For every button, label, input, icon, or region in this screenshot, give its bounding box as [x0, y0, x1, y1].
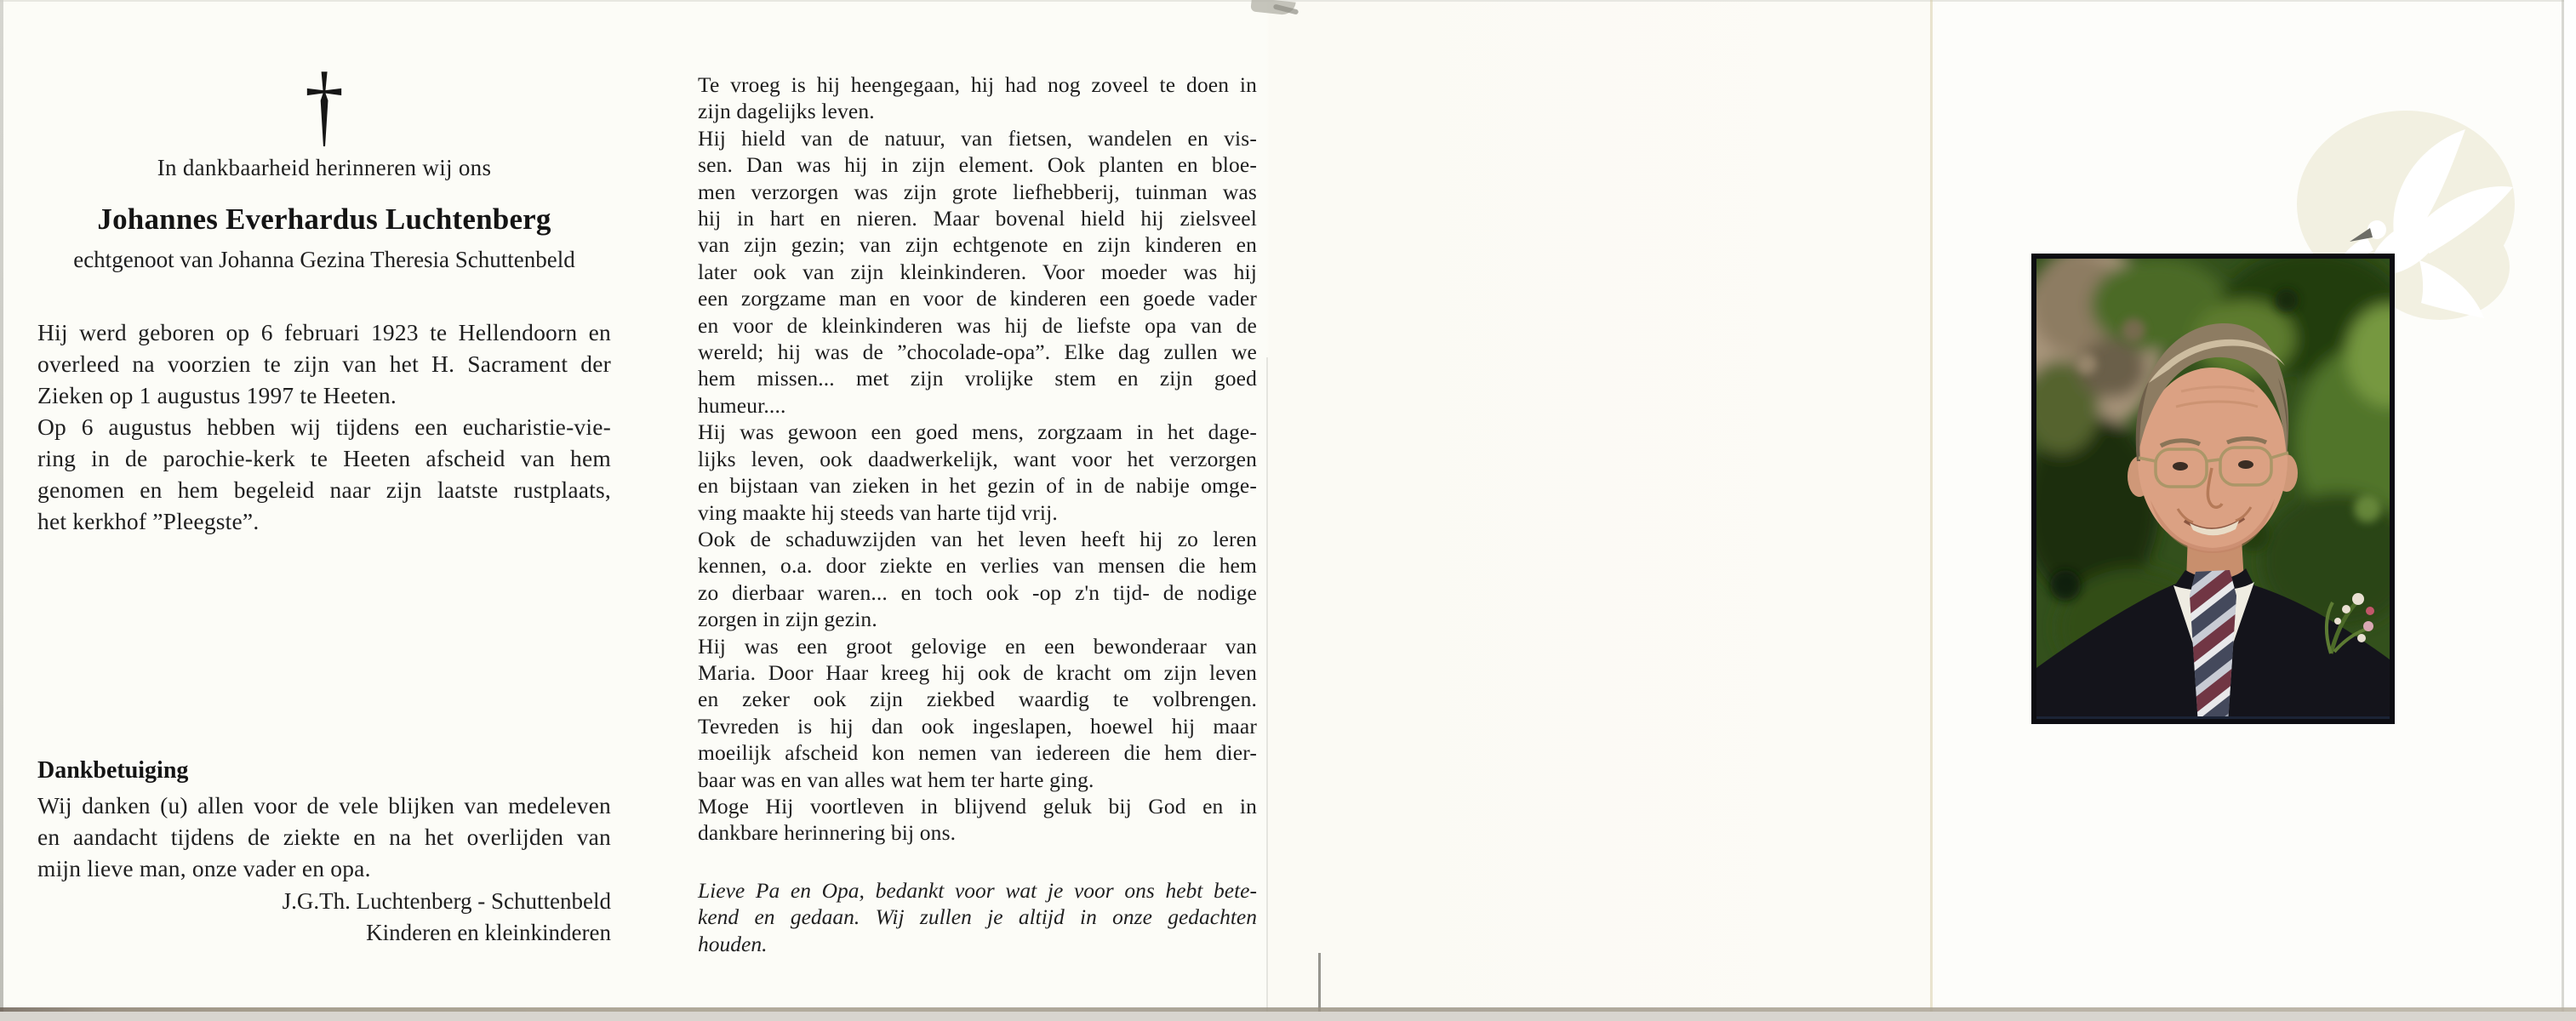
text-line: dankbare herinnering bij ons.	[698, 820, 957, 846]
paper-left-edge	[0, 0, 3, 1021]
text-line: Lieve Pa en Opa, bedankt voor wat je voor ons hebt bete-	[698, 877, 1257, 903]
middle-page	[698, 71, 1257, 957]
text-line: en aandacht tijdens de ziekte en na het overlijden van	[37, 824, 611, 850]
text-line: later ook van zijn kleinkinderen. Voor moeder was hij	[698, 259, 1257, 284]
text-line: Te vroeg is hij heengegaan, hij had nog zoveel te doen in	[698, 72, 1257, 97]
text-line: ving maakte hij steeds van harte tijd vrij.	[698, 499, 1058, 525]
deceased-name: Johannes Everhardus Luchtenberg	[97, 202, 551, 236]
text-line: hij in hart en nieren. Maar bovenal hield hij zielsveel	[698, 206, 1257, 231]
text-line: Op 6 augustus hebben wij tijdens een eucharistie-vie-	[37, 414, 611, 440]
text-line: genomen en hem begeleid naar zijn laatste rustplaats,	[37, 476, 611, 503]
cross-icon: †	[305, 53, 344, 157]
text-line: kend en gedaan. Wij zullen je altijd in onze gedachten	[698, 904, 1257, 930]
text-line: zo dierbaar waren... en toch ook -op z'n tijd- de nodige	[698, 579, 1257, 605]
text-line: wereld; hij was de ”chocolade-opa”. Elke dag zullen we	[698, 339, 1257, 365]
text-line: ring in de parochie-kerk te Heeten afscheid van hem	[37, 445, 611, 471]
fold-line	[1930, 0, 1933, 1021]
intro-line: In dankbaarheid herinneren wij ons	[157, 155, 492, 180]
thanks-text	[37, 790, 611, 884]
portrait-photo-image	[2031, 254, 2395, 724]
text-line: hem missen... met zijn vrolijke stem en zijn goed	[698, 366, 1257, 391]
scan-right-margin	[2564, 0, 2576, 1021]
text-line: moeilijk afscheid kon nemen van iedereen die hem dier-	[698, 740, 1257, 766]
signature-children: Kinderen en kleinkinderen	[366, 920, 611, 945]
text-line: humeur....	[698, 392, 786, 418]
text-line: lijks leven, ook daadwerkelijk, want voor het verzorgen	[698, 446, 1257, 471]
text-line: en bijstaan van zieken in het gezin of in de nabije omge-	[698, 473, 1257, 499]
text-line: het kerkhof ”Pleegste”.	[37, 508, 260, 534]
text-line: Hij hield van de natuur, van fietsen, wandelen en vis-	[698, 125, 1257, 151]
left-page	[37, 0, 611, 1021]
text-line: houden.	[698, 931, 768, 956]
text-line: en voor de kleinkinderen was hij de liefste opa van de	[698, 312, 1257, 338]
signature-widow: J.G.Th. Luchtenberg - Schuttenbeld	[282, 888, 611, 914]
portrait-photo	[2031, 254, 2395, 724]
text-line: zijn dagelijks leven.	[698, 99, 875, 124]
text-line: sen. Dan was hij in zijn element. Ook planten en bloe-	[698, 152, 1257, 178]
text-line: zorgen in zijn gezin.	[698, 607, 877, 632]
text-line: van zijn gezin; van zijn echtgenote en zijn kinderen en	[698, 232, 1257, 258]
text-line: men verzorgen was zijn grote liefhebberij, tuinman was	[698, 179, 1257, 204]
text-line: baar was en van alles wat hem ter harte ging.	[698, 767, 1094, 792]
text-line: Maria. Door Haar kreeg hij ook de kracht om zijn leven	[698, 659, 1257, 685]
text-line: Tevreden is hij dan ook ingeslapen, hoewel hij maar	[698, 713, 1257, 739]
text-line: overleed na voorzien te zijn van het H. Sacrament der	[37, 351, 611, 377]
text-line: Hij was een groot gelovige en een bewonderaar van	[698, 633, 1257, 659]
fold-line	[1266, 357, 1268, 1021]
biography-text	[37, 317, 611, 537]
text-line: Wij danken (u) allen voor de vele blijken van medeleven	[37, 792, 611, 819]
closing-message	[698, 877, 1257, 957]
spouse-line: echtgenoot van Johanna Gezina Theresia Schuttenbeld	[73, 247, 575, 272]
text-line: Hij werd geboren op 6 februari 1923 te Hellendoorn en	[37, 319, 611, 345]
paper-right-edge	[2562, 0, 2564, 1021]
text-line: Ook de schaduwzijden van het leven heeft hij zo leren	[698, 526, 1257, 551]
memorial-text	[698, 71, 1257, 847]
text-line: mijn lieve man, onze vader en opa.	[37, 855, 371, 881]
text-line: Moge Hij voortleven in blijvend geluk bij God en in	[698, 793, 1257, 819]
text-line: kennen, o.a. door ziekte en verlies van mensen die hem	[698, 553, 1257, 579]
thanks-heading: Dankbetuiging	[37, 757, 189, 784]
text-line: Zieken op 1 augustus 1997 te Heeten.	[37, 382, 397, 408]
text-line: Hij was gewoon een goed mens, zorgzaam in het dage-	[698, 419, 1257, 445]
text-line: en zeker ook zijn ziekbed waardig te volbrengen.	[698, 687, 1257, 712]
text-line: een zorgzame man en voor de kinderen een goede vader	[698, 286, 1257, 311]
